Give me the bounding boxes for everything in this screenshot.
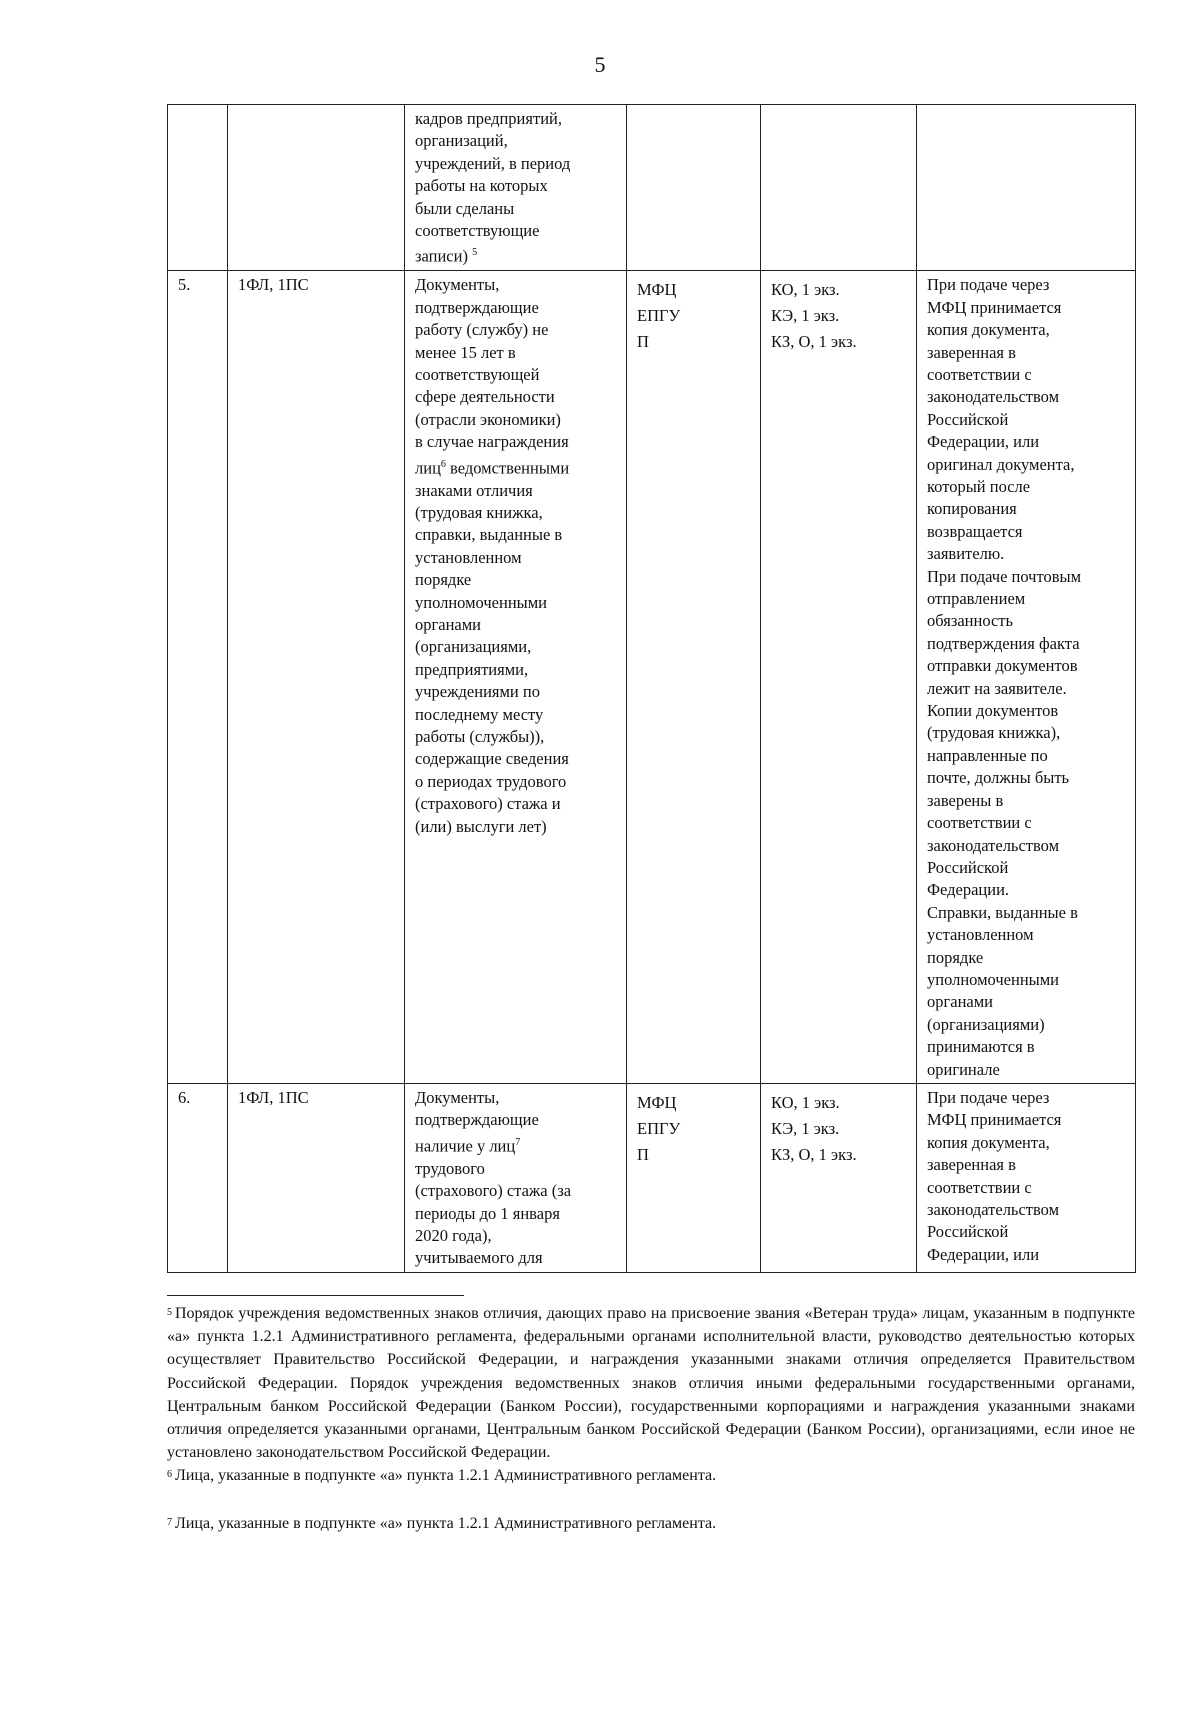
text-line: законодательством: [927, 387, 1060, 407]
page-number: 5: [594, 52, 606, 77]
text-line: о периодах трудового: [415, 771, 567, 791]
text-line: лиц$^6$ ведомственными: [415, 458, 570, 478]
table-row: [168, 271, 1136, 1084]
text-line: учреждениями по: [415, 682, 540, 702]
text-line: обязанность: [927, 611, 1014, 631]
text-line: который после: [927, 477, 1031, 496]
text-line: Российской: [927, 857, 1009, 877]
applicant-category-cell: [228, 105, 405, 271]
footnote-mark: 7: [167, 1516, 172, 1528]
document-requirements-lines: [771, 277, 907, 355]
text-line: работу (службу) не: [415, 320, 549, 340]
submission-method-cell: [627, 271, 761, 1084]
text-line: органами: [927, 992, 994, 1012]
text-line: копия документа,: [927, 1132, 1050, 1152]
text-line: копирования: [927, 499, 1017, 519]
text-line: соответствии с: [927, 813, 1032, 833]
footnote-ref: 5: [472, 247, 478, 259]
text-line: Копии документов: [927, 701, 1059, 721]
notes-lines: [927, 274, 1126, 1081]
document-requirements-lines: [771, 1090, 907, 1168]
text-line: организаций,: [415, 131, 508, 151]
submission-method-lines: [637, 277, 751, 355]
text-line: оригинале: [927, 1059, 1000, 1079]
text-line: отправки документов: [927, 656, 1078, 676]
text-line: учитываемого для: [415, 1248, 543, 1268]
text-line: Федерации, или: [927, 1244, 1040, 1264]
text-line: МФЦ: [637, 280, 677, 300]
text-line: направленные по: [927, 745, 1048, 765]
text-line: МФЦ: [637, 1092, 677, 1112]
document-requirements-cell: [761, 271, 917, 1084]
text-line: КЗ, О, 1 экз.: [771, 332, 857, 352]
text-line: заявителю.: [927, 544, 1005, 564]
submission-method-cell: [627, 1083, 761, 1272]
text-line: сфере деятельности: [415, 387, 555, 407]
text-line: порядке: [927, 947, 984, 967]
text-line: знаками отличия: [415, 480, 533, 500]
text-line: (или) выслуги лет): [415, 816, 547, 836]
text-line: кадров предприятий,: [415, 109, 562, 128]
text-line: соответствующей: [415, 364, 540, 384]
document-description-lines: [415, 1087, 617, 1270]
document-description-cell: [405, 271, 627, 1084]
text-line: П: [637, 1144, 649, 1164]
text-line: установленном: [415, 547, 522, 567]
text-line: Документы,: [415, 275, 500, 295]
text-line: заверенная в: [927, 342, 1016, 362]
footnote-separator: [167, 1295, 464, 1296]
footnote-text: Лица, указанные в подпункте «а» пункта 1.2.1 Административного регламента.: [175, 1467, 717, 1485]
text-line: заверенная в: [927, 1155, 1016, 1175]
submission-method-cell: [627, 105, 761, 271]
text-line: П: [637, 332, 649, 352]
text-line: КЗ, О, 1 экз.: [771, 1144, 857, 1164]
text-line: почте, должны быть: [927, 768, 1070, 788]
footnote-text: Порядок учреждения ведомственных знаков отличия, дающих право на присвоение звания «Ветеран труда» лицам, указанным в подпункте «а» пункта 1.2.1 Административного регламента, федеральными органами исполнительной власти, руководство деятельностью которых осуществляет Правительство Российской Федерации, и награждения указанными знаками отличия определяется Правительством Российской Федерации. Порядок учреждения ведомственных знаков отличия иными федеральными государственными органами, Центральным банком Российской Федерации (Банком России), государственными корпорациями и награждения указанными знаками отличия определяется указанными органами, Центральным банком Российской Федерации (Банком России), организациями, если иное не установлено законодательством Российской Федерации.: [167, 1305, 1135, 1462]
row-number-cell: 6.: [168, 1083, 228, 1272]
text-line: законодательством: [927, 1200, 1060, 1219]
text-line: (страхового) стажа (за: [415, 1181, 572, 1201]
applicant-category-cell: 1ФЛ, 1ПС: [228, 271, 405, 1084]
text-line: принимаются в: [927, 1037, 1035, 1057]
notes-cell: [917, 271, 1136, 1084]
footnote-mark: 6: [167, 1469, 172, 1481]
text-line: записи) $^5$: [415, 246, 478, 266]
footnote-5: [167, 1302, 1135, 1464]
text-line: содержащие сведения: [415, 749, 569, 769]
text-line: были сделаны: [415, 198, 515, 218]
text-line: копия документа,: [927, 320, 1050, 340]
text-line: подтверждения факта: [927, 633, 1080, 653]
notes-lines: [927, 1087, 1126, 1266]
text-line: соответствии с: [927, 364, 1032, 384]
text-line: При подаче почтовым: [927, 566, 1082, 586]
footnote-6: [167, 1464, 1135, 1487]
text-line: лежит на заявителе.: [927, 678, 1067, 698]
applicant-category-cell: 1ФЛ, 1ПС: [228, 1083, 405, 1272]
text-line: уполномоченными: [927, 969, 1060, 989]
text-line: наличие у лиц$^7$: [415, 1136, 521, 1156]
text-line: законодательством: [927, 835, 1060, 855]
text-line: предприятиями,: [415, 659, 529, 679]
text-line: органами: [415, 614, 482, 634]
text-line: справки, выданные в: [415, 525, 563, 545]
text-line: Федерации, или: [927, 432, 1040, 452]
text-line: подтверждающие: [415, 297, 539, 317]
document-requirements-cell: [761, 105, 917, 271]
text-line: заверены в: [927, 790, 1004, 810]
text-line: менее 15 лет в: [415, 342, 516, 362]
text-line: последнему месту: [415, 704, 544, 724]
text-line: Федерации.: [927, 880, 1010, 900]
text-line: ЕПГУ: [637, 306, 681, 326]
text-line: МФЦ принимается: [927, 297, 1062, 317]
footnotes: [167, 1302, 1135, 1535]
row-number-cell: [168, 105, 228, 271]
text-line: установленном: [927, 925, 1034, 945]
text-line: (организациями,: [415, 637, 532, 657]
submission-method-lines: [637, 1090, 751, 1168]
notes-cell: [917, 105, 1136, 271]
text-line: соответствии с: [927, 1177, 1032, 1197]
text-line: КЭ, 1 экз.: [771, 1118, 840, 1138]
text-line: При подаче через: [927, 275, 1050, 295]
row-number-cell: 5.: [168, 271, 228, 1084]
text-line: работы на которых: [415, 176, 548, 196]
text-line: При подаче через: [927, 1087, 1050, 1107]
text-line: подтверждающие: [415, 1110, 539, 1130]
documents-table: [167, 104, 1136, 1273]
text-line: оригинал документа,: [927, 454, 1075, 474]
footnote-ref: 7: [515, 1136, 521, 1148]
document-description-lines: [415, 108, 617, 268]
text-line: порядке: [415, 570, 472, 590]
footnote-mark: 5: [167, 1307, 172, 1318]
text-line: в случае награждения: [415, 432, 569, 452]
text-line: работы (службы)),: [415, 726, 545, 746]
table-row: [168, 1083, 1136, 1272]
text-line: КЭ, 1 экз.: [771, 306, 840, 326]
footnote-text: Лица, указанные в подпункте «а» пункта 1.2.1 Административного регламента.: [175, 1514, 717, 1532]
text-line: трудового: [415, 1158, 485, 1178]
text-line: (трудовая книжка),: [927, 723, 1061, 743]
text-line: соответствующие: [415, 221, 540, 241]
text-line: МФЦ принимается: [927, 1110, 1062, 1130]
text-line: (отрасли экономики): [415, 409, 561, 429]
text-line: периоды до 1 января: [415, 1203, 560, 1223]
table-row-continuation: [168, 105, 1136, 271]
text-line: ЕПГУ: [637, 1118, 681, 1138]
text-line: Российской: [927, 1222, 1009, 1242]
document-requirements-cell: [761, 1083, 917, 1272]
document-description-lines: [415, 274, 617, 838]
text-line: КО, 1 экз.: [771, 1092, 840, 1112]
notes-cell: [917, 1083, 1136, 1272]
text-line: (страхового) стажа и: [415, 794, 561, 814]
text-line: Справки, выданные в: [927, 902, 1078, 922]
footnote-ref: 6: [440, 458, 446, 470]
text-line: (организациями): [927, 1014, 1045, 1034]
text-line: 2020 года),: [415, 1225, 492, 1245]
document-description-cell: [405, 1083, 627, 1272]
footnote-7: [167, 1512, 1135, 1535]
text-line: КО, 1 экз.: [771, 280, 840, 300]
text-line: уполномоченными: [415, 592, 548, 612]
text-line: отправлением: [927, 589, 1026, 609]
text-line: (трудовая книжка,: [415, 502, 543, 522]
document-description-cell: [405, 105, 627, 271]
text-line: Документы,: [415, 1087, 500, 1107]
text-line: возвращается: [927, 521, 1023, 541]
text-line: учреждений, в период: [415, 153, 571, 173]
text-line: Российской: [927, 409, 1009, 429]
